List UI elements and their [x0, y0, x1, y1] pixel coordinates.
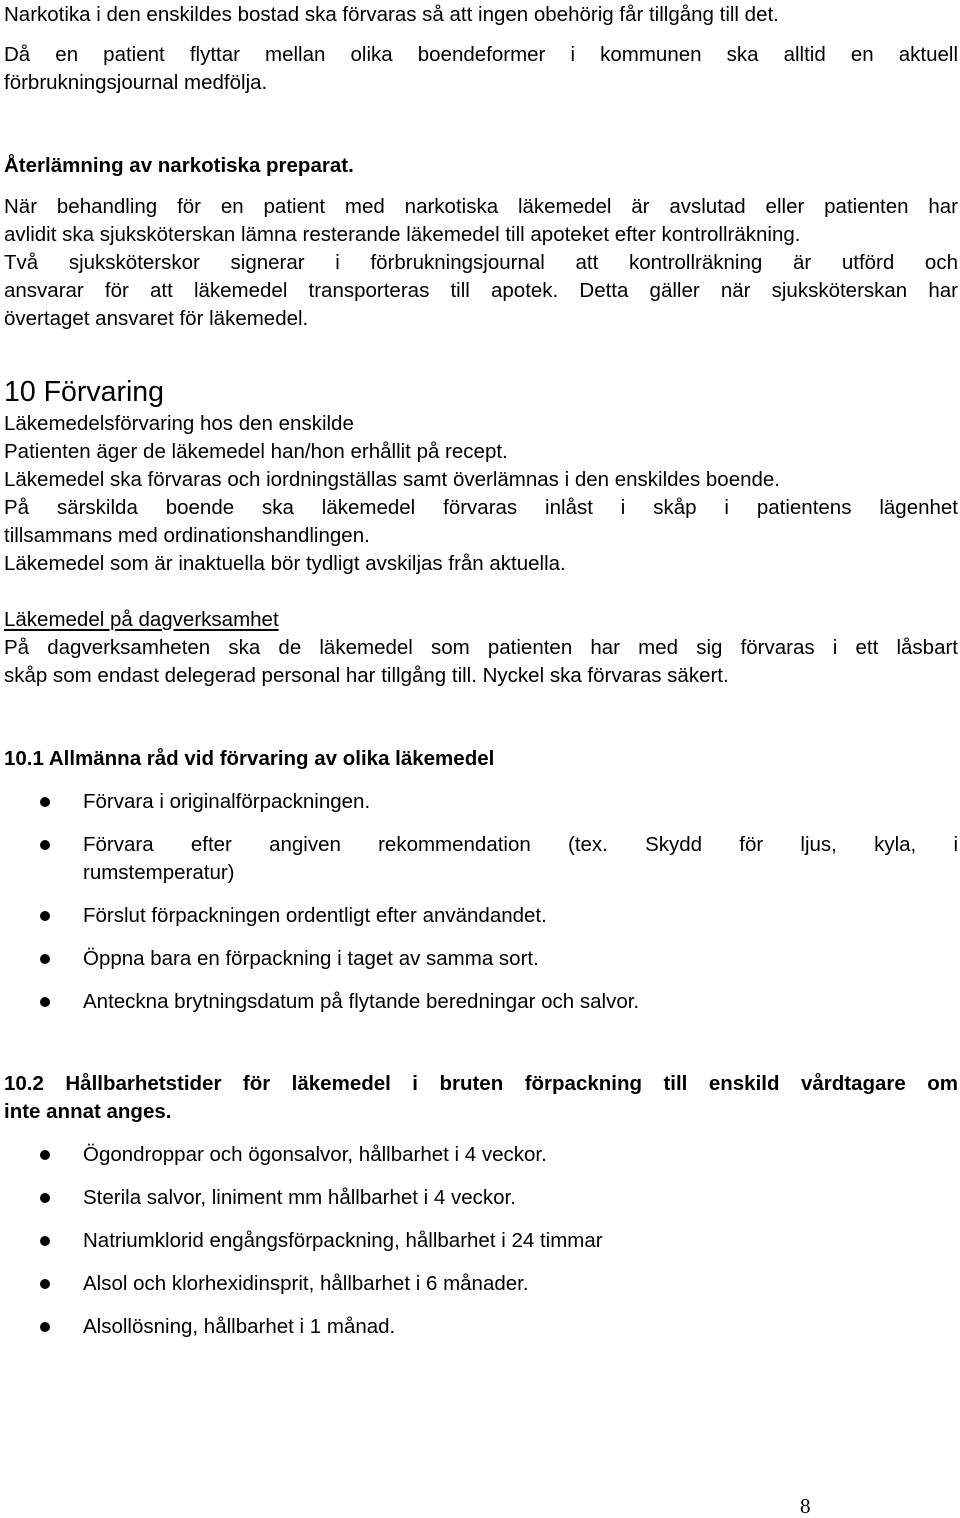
bullet-icon: [40, 954, 50, 964]
list-item: Natriumklorid engångsförpackning, hållbarhet i 24 timmar: [83, 1229, 603, 1252]
day-activity-line-1: På dagverksamheten ska de läkemedel som patienten har med sig förvaras i ett låsbart: [4, 636, 958, 659]
bullet-icon: [40, 1193, 50, 1203]
list-item: Alsol och klorhexidinsprit, hållbarhet i 6 månader.: [83, 1272, 529, 1295]
section-10-line-2: Läkemedel ska förvaras och iordningställas samt överlämnas i den enskildes boende.: [4, 468, 781, 491]
list-item: Sterila salvor, liniment mm hållbarhet i 4 veckor.: [83, 1186, 516, 1209]
bullet-icon: [40, 997, 50, 1007]
return-line-2: avlidit ska sjuksköterskan lämna resterande läkemedel till apoteket efter kontrollräkning.: [4, 223, 801, 246]
page-number: 8: [800, 1494, 811, 1518]
list-item: Öppna bara en förpackning i taget av samma sort.: [83, 947, 539, 970]
section-10-line-5: Läkemedel som är inaktuella bör tydligt avskiljas från aktuella.: [4, 552, 566, 575]
bullet-icon: [40, 840, 50, 850]
section-10-line-3: På särskilda boende ska läkemedel förvaras inlåst i skåp i patientens lägenhet: [4, 496, 958, 519]
list-item: Anteckna brytningsdatum på flytande beredningar och salvor.: [83, 990, 640, 1013]
list-item: Alsollösning, hållbarhet i 1 månad.: [83, 1315, 396, 1338]
list-item: Förvara efter angiven rekommendation (tex. Skydd för ljus, kyla, i: [83, 833, 958, 856]
section-10-subheading: Läkemedelsförvaring hos den enskilde: [4, 412, 354, 435]
section-10-2-heading-line-2: inte annat anges.: [4, 1100, 172, 1123]
return-line-4: ansvarar för att läkemedel transporteras till apotek. Detta gäller när sjuksköterskan har: [4, 279, 958, 302]
bullet-icon: [40, 1322, 50, 1332]
list-item: Ögondroppar och ögonsalvor, hållbarhet i 4 veckor.: [83, 1143, 547, 1166]
section-10-2-heading-line-1: 10.2 Hållbarhetstider för läkemedel i bruten förpackning till enskild vårdtagare om: [4, 1072, 958, 1095]
bullet-icon: [40, 1236, 50, 1246]
intro-line-2: Då en patient flyttar mellan olika boendeformer i kommunen ska alltid en aktuell: [4, 43, 958, 66]
bullet-icon: [40, 797, 50, 807]
bullet-icon: [40, 911, 50, 921]
list-item: Förvara i originalförpackningen.: [83, 790, 371, 813]
return-heading: Återlämning av narkotiska preparat.: [4, 154, 354, 177]
section-10-line-4: tillsammans med ordinationshandlingen.: [4, 524, 370, 547]
bullet-icon: [40, 1150, 50, 1160]
return-line-5: övertaget ansvaret för läkemedel.: [4, 307, 309, 330]
list-item-continuation: rumstemperatur): [83, 861, 235, 884]
section-10-1-heading: 10.1 Allmänna råd vid förvaring av olika läkemedel: [4, 747, 495, 770]
day-activity-line-2: skåp som endast delegerad personal har tillgång till. Nyckel ska förvaras säkert.: [4, 664, 729, 687]
return-line-1: När behandling för en patient med narkotiska läkemedel är avslutad eller patienten har: [4, 195, 958, 218]
list-item: Förslut förpackningen ordentligt efter användandet.: [83, 904, 547, 927]
intro-line-1: Narkotika i den enskildes bostad ska förvaras så att ingen obehörig får tillgång till det.: [4, 3, 779, 26]
section-10-line-1: Patienten äger de läkemedel han/hon erhållit på recept.: [4, 440, 508, 463]
section-10-heading: 10 Förvaring: [4, 376, 164, 408]
day-activity-heading: Läkemedel på dagverksamhet: [4, 608, 279, 631]
intro-line-3: förbrukningsjournal medfölja.: [4, 71, 268, 94]
bullet-icon: [40, 1279, 50, 1289]
return-line-3: Två sjuksköterskor signerar i förbrukningsjournal att kontrollräkning är utförd och: [4, 251, 958, 274]
